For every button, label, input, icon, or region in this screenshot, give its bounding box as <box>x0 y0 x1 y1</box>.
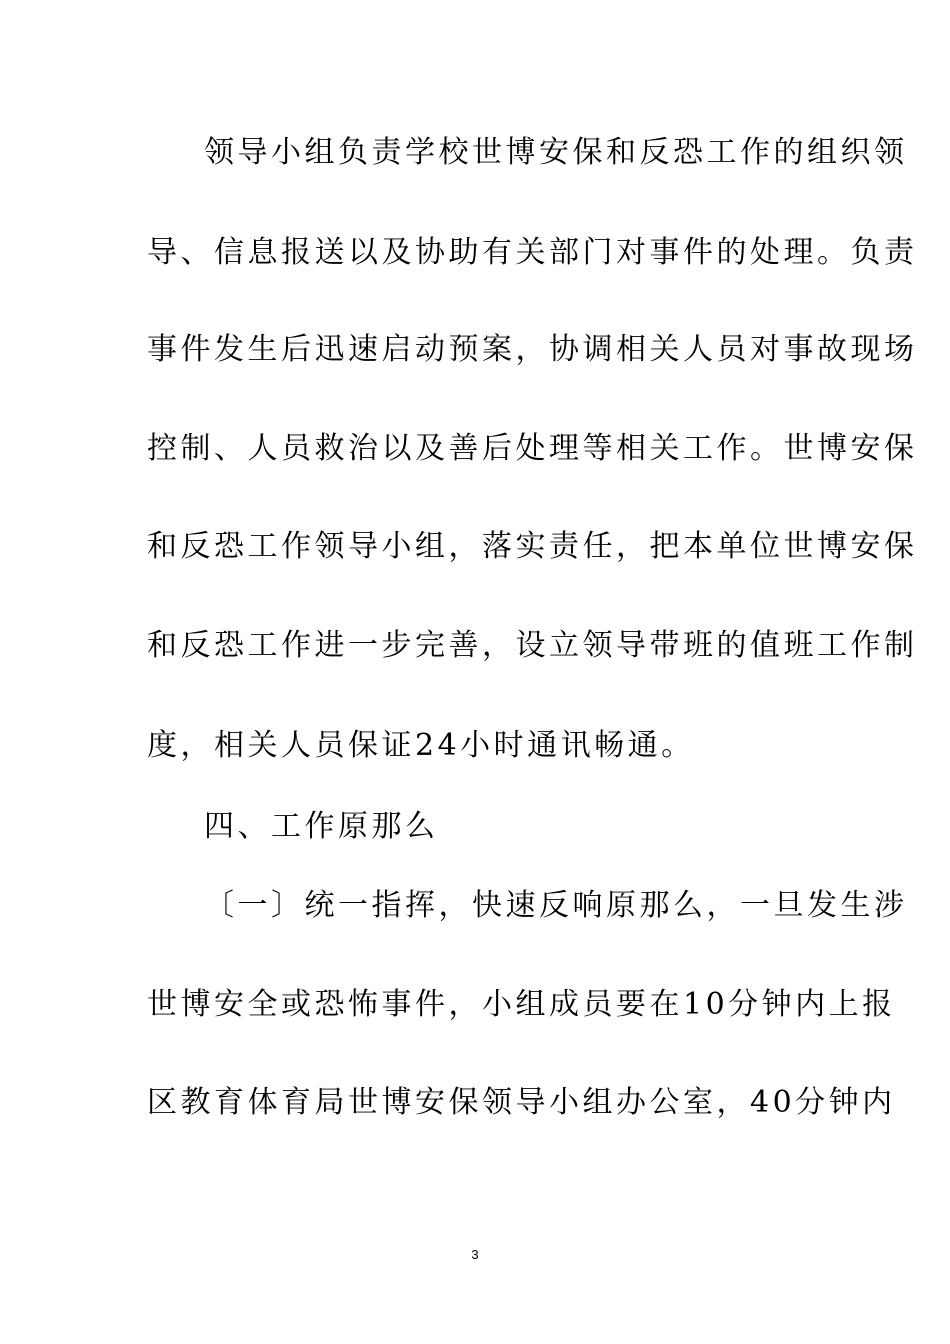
paragraph-line: 和反恐工作领导小组，落实责任，把本单位世博安保 <box>147 529 918 564</box>
paragraph-line: 区教育体育局世博安保领导小组办公室，40分钟内 <box>147 1085 896 1120</box>
paragraph-line: 控制、人员救治以及善后处理等相关工作。世博安保 <box>147 431 918 466</box>
paragraph-line: 〔一〕统一指挥，快速反响原那么，一旦发生涉 <box>204 888 908 923</box>
page-number: 3 <box>471 1247 479 1262</box>
paragraph-line: 度，相关人员保证24小时通讯畅通。 <box>147 728 695 763</box>
section-heading: 四、工作原那么 <box>204 809 439 844</box>
paragraph-line: 世博安全或恐怖事件，小组成员要在10分钟内上报 <box>147 987 896 1022</box>
paragraph-line: 和反恐工作进一步完善，设立领导带班的值班工作制 <box>147 628 918 663</box>
paragraph-line: 领导小组负责学校世博安保和反恐工作的组织领 <box>204 135 908 170</box>
paragraph-line: 导、信息报送以及协助有关部门对事件的处理。负责 <box>147 235 918 270</box>
paragraph-line: 事件发生后迅速启动预案，协调相关人员对事故现场 <box>147 332 918 367</box>
